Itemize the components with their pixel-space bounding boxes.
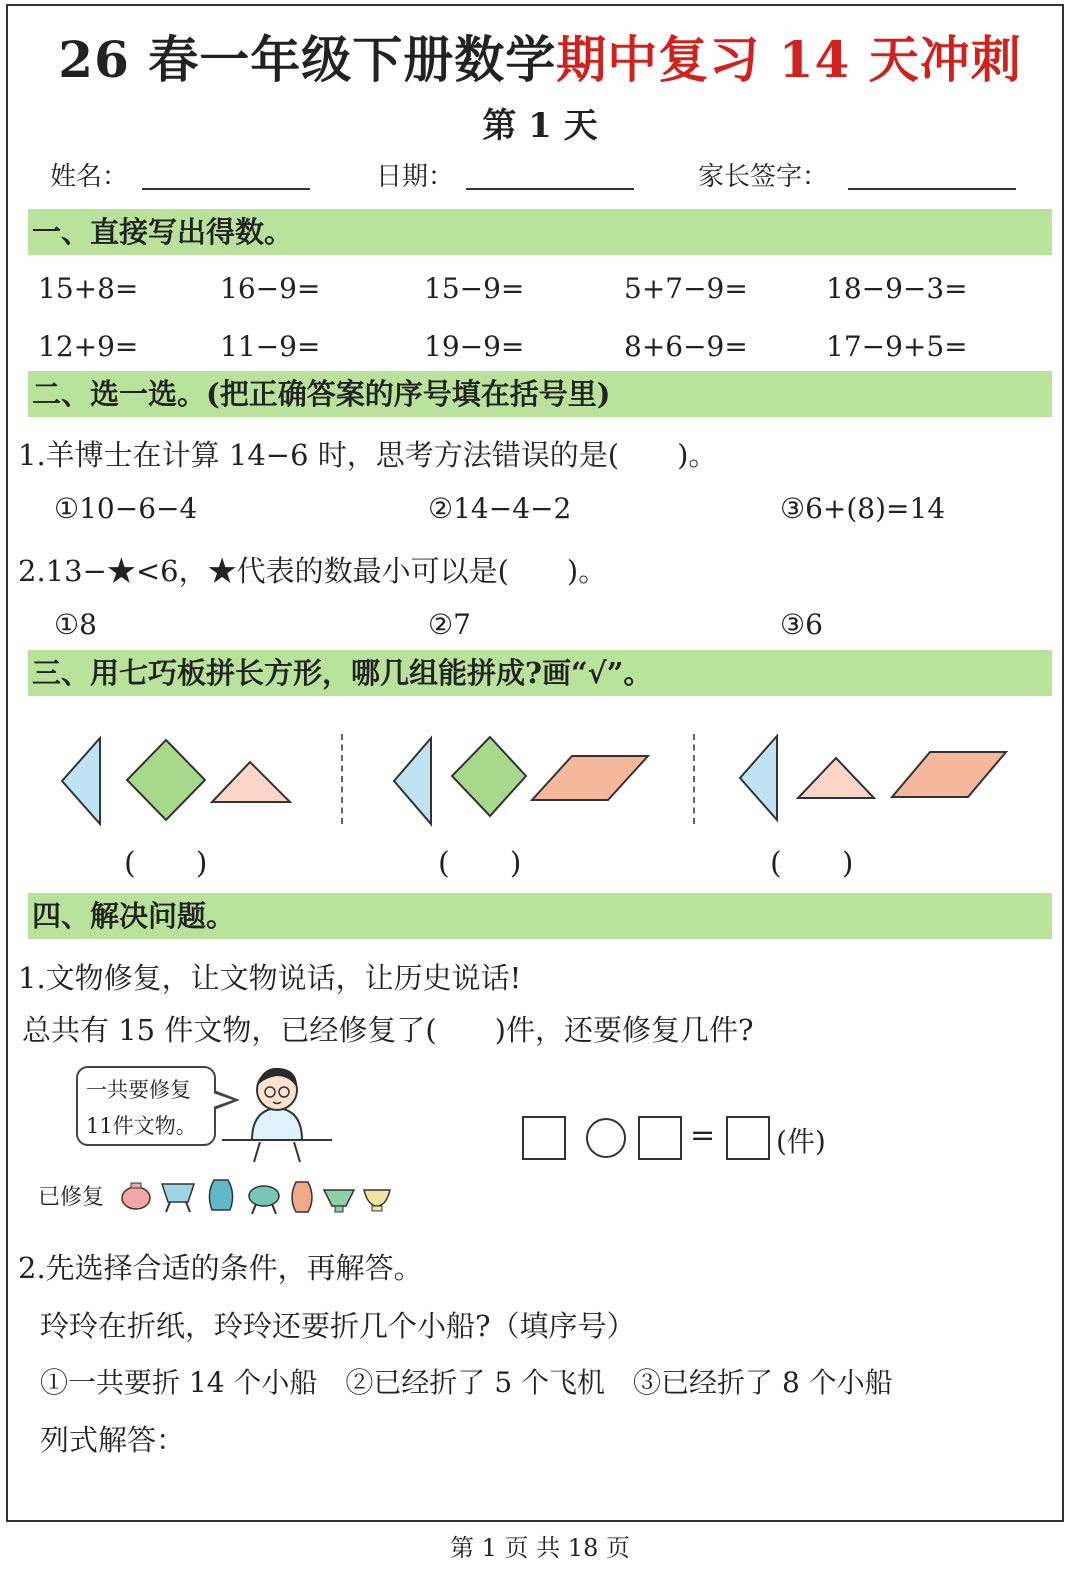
option-item: ①10−6−4	[54, 492, 198, 525]
jar-icon	[292, 1182, 312, 1212]
date-field[interactable]	[466, 188, 634, 190]
section-1-heading: 一、直接写出得数。	[28, 209, 1052, 255]
calc-item: 15+8=	[38, 272, 139, 305]
unit-label: (件)	[776, 1125, 826, 1158]
bronze-vessel-icon	[162, 1184, 194, 1212]
option-item: ①8	[54, 608, 97, 641]
question-4-2-title: 2.先选择合适的条件，再解答。	[18, 1251, 423, 1285]
calc-item: 17−9+5=	[826, 330, 968, 363]
calc-item: 12+9=	[38, 330, 139, 363]
question-2-2: 2.13−★<6，★代表的数最小可以是( )。	[18, 554, 608, 588]
teapot-icon	[122, 1183, 150, 1209]
calc-item: 18−9−3=	[826, 272, 968, 305]
boat-vessel-icon	[324, 1190, 354, 1212]
blue-triangle-shape	[394, 738, 431, 824]
name-label: 姓名：	[50, 162, 129, 192]
page-footer: 第 1 页 共 18 页	[450, 1534, 630, 1562]
option-item: ③6	[780, 608, 823, 641]
calc-item: 15−9=	[424, 272, 525, 305]
speech-bubble	[76, 1066, 216, 1146]
vase-icon	[209, 1180, 232, 1210]
calc-item: 19−9=	[424, 330, 525, 363]
day-subtitle: 第 1 天	[482, 106, 598, 146]
title-review-part: 期中复习 14 天冲刺	[556, 30, 1022, 89]
question-4-1-intro: 1.文物修复，让文物说话，让历史说话!	[18, 961, 522, 995]
page-title	[0, 20, 1080, 92]
section-3-heading: 三、用七巧板拼长方形，哪几组能拼成?画“√”。	[28, 650, 1052, 696]
answer-paren[interactable]: ( )	[124, 846, 208, 881]
calc-item: 11−9=	[220, 330, 321, 363]
doctor-illustration	[222, 1062, 334, 1168]
tangram-groups	[0, 720, 1080, 840]
group-divider	[693, 734, 695, 824]
bubble-line: 一共要修复	[86, 1078, 191, 1102]
bowl-icon	[364, 1190, 390, 1211]
date-label: 日期：	[376, 162, 455, 192]
answer-box[interactable]	[638, 1116, 682, 1160]
answer-box[interactable]	[726, 1116, 770, 1160]
question-4-2-text: 玲玲在折纸，玲玲还要折几个小船?（填序号）	[40, 1309, 636, 1343]
bubble-line: 11件文物。	[86, 1114, 197, 1138]
pink-triangle-shape	[212, 762, 290, 802]
artifacts-row	[118, 1172, 396, 1216]
section-4-heading: 四、解决问题。	[28, 893, 1052, 939]
option-item: ②7	[428, 608, 471, 641]
answer-label: 列式解答：	[40, 1423, 186, 1457]
question-4-2-conditions: ①一共要折 14 个小船 ②已经折了 5 个飞机 ③已经折了 8 个小船	[40, 1366, 893, 1399]
group-divider	[341, 734, 343, 824]
operator-circle[interactable]	[586, 1118, 626, 1158]
orange-parallelogram-shape	[892, 752, 1006, 797]
answer-box[interactable]	[522, 1116, 566, 1160]
name-field[interactable]	[142, 188, 310, 190]
answer-paren[interactable]: ( )	[770, 846, 854, 881]
parent-signature-label: 家长签字：	[698, 162, 829, 192]
section-2-heading: 二、选一选。(把正确答案的序号填在括号里)	[28, 371, 1052, 417]
pink-triangle-shape	[798, 758, 874, 798]
calc-item: 16−9=	[220, 272, 321, 305]
question-4-1-text: 总共有 15 件文物，已经修复了( )件，还要修复几件?	[22, 1013, 754, 1047]
parent-signature-field[interactable]	[848, 188, 1016, 190]
option-item: ②14−4−2	[428, 492, 572, 525]
green-square-shape	[127, 740, 205, 820]
blue-triangle-shape	[62, 738, 100, 824]
orange-parallelogram-shape	[532, 756, 648, 800]
blue-triangle-shape	[740, 736, 777, 820]
green-square-shape	[452, 737, 526, 816]
calc-item: 5+7−9=	[624, 272, 748, 305]
repaired-label: 已修复	[38, 1185, 105, 1210]
calc-item: 8+6−9=	[624, 330, 748, 363]
equals-sign: =	[690, 1118, 716, 1153]
tripod-icon	[249, 1186, 279, 1214]
title-grade-part: 26 春一年级下册数学	[58, 30, 557, 89]
answer-paren[interactable]: ( )	[438, 846, 522, 881]
option-item: ③6+(8)=14	[780, 492, 946, 525]
question-2-1: 1.羊博士在计算 14−6 时，思考方法错误的是( )。	[18, 438, 718, 472]
